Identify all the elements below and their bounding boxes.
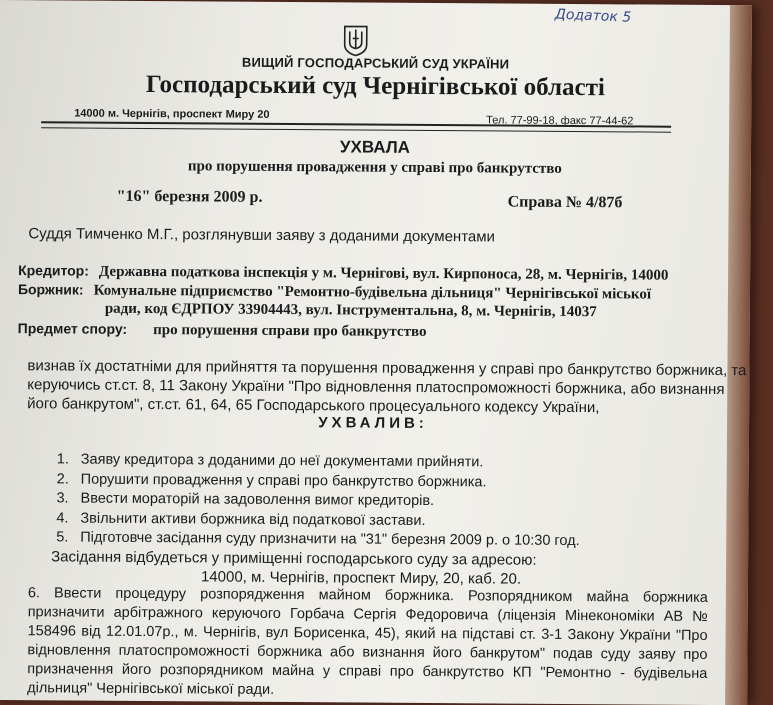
creditor-value: Державна податкова інспекція у м. Чернігові, вул. Кирпоноса, 28, м. Чернігів, 14000 [98, 263, 669, 284]
supreme-court-name: ВИЩИЙ ГОСПОДАРСЬКИЙ СУД УКРАЇНИ [241, 54, 510, 72]
item-text: Ввести мораторій на задоволення вимог кредиторів. [80, 490, 435, 510]
decision-item [57, 471, 487, 490]
court-address: 14000 м. Чернігів, проспект Миру 20 [74, 107, 270, 121]
paragraph-line: відновлення платоспроможності боржника або визнання його банкрутом" подав суду заяву про [27, 642, 708, 663]
item-text: Порушити провадження у справі про банкрутство боржника. [80, 471, 487, 491]
paragraph-line: 6. Ввести процедуру розпорядження майном боржника. Розпорядником майна боржника [27, 585, 708, 606]
item-text: Заяву кредитора з доданими до неї документами прийняти. [80, 451, 484, 471]
paragraph-line: призначення його розпорядником майна у справі про банкрутство КП "Ремонтно - будівельна [27, 661, 708, 682]
judge-line: Суддя Тимченко М.Г., розглянувши заяву з доданими документами [28, 225, 496, 246]
paragraph-line: 158496 від 12.01.07р., м. Чернігів, вул Борисенка, 45), який на підставі ст. 3-1 Закону України "Про [27, 623, 708, 644]
decision-item [56, 490, 434, 509]
creditor-label: Кредитор: [18, 262, 89, 279]
subject-value: про порушення справи про банкрутство [153, 322, 427, 340]
item-number: 2. [56, 471, 69, 488]
preamble-line: його банкрутом", ст.ст. 61, 64, 65 Господарського процесуального кодексу України, [27, 395, 600, 417]
case-number: Справа № 4/87б [507, 193, 623, 212]
subject-row [18, 320, 427, 341]
item-text: Звільнити активи боржника від податкової застави. [80, 510, 426, 529]
debtor-label: Боржник: [17, 281, 84, 298]
hearing-line: Засідання відбудеться у приміщенні господарського суду за адресою: [51, 548, 537, 569]
handwritten-annotation: Додаток 5 [554, 6, 632, 26]
decision-item [56, 510, 425, 529]
decision-item [56, 529, 580, 549]
debtor-value-line2: ради, код ЄДРПОУ 33904443, вул. Інструментальна, 8, м. Чернігів, 14037 [104, 300, 597, 321]
item-text: Підготовче засідання суду призначити на "31" березня 2009 р. о 10:30 год. [80, 529, 580, 550]
hearing-address: 14000, м. Чернігів, проспект Миру, 20, каб. 20. [200, 568, 522, 588]
item-number: 5. [56, 529, 69, 546]
decision-item [57, 451, 484, 470]
subject-label: Предмет спору: [17, 320, 128, 337]
document-title: УХВАЛА [339, 137, 411, 157]
document-subtitle: про порушення провадження у справі про банкрутство [187, 158, 562, 177]
preamble-line: визнав їх достатніми для прийняття та порушення провадження у справі про банкрутство боржника, та [27, 357, 747, 380]
page-edge [725, 5, 752, 705]
item-number: 1. [56, 451, 69, 468]
decision-heading: УХВАЛИВ: [318, 414, 428, 432]
item-number: 4. [56, 510, 69, 527]
document-date: "16" березня 2009 р. [116, 187, 263, 206]
preamble-line: керуючись ст.ст. 8, 11 Закону України "Про відновлення платоспроможності боржника, або визнання [27, 376, 725, 399]
debtor-value-line1: Комунальне підприємство "Ремонтно-будівельна дільниця" Чернігівської міської [93, 282, 652, 303]
court-phone: Тел. 77-99-18, факс 77-44-62 [486, 114, 634, 128]
trident-emblem-icon [343, 24, 369, 56]
item-number: 3. [56, 490, 69, 507]
paragraph-line: призначити арбітражного керуючого Горбача Сергія Федоровича (ліцензія Мінекономіки АВ № [27, 604, 708, 625]
paragraph-line: дільниця" Чернігівської міської ради. [27, 680, 275, 698]
court-name: Господарський суд Чернігівської області [145, 71, 606, 102]
